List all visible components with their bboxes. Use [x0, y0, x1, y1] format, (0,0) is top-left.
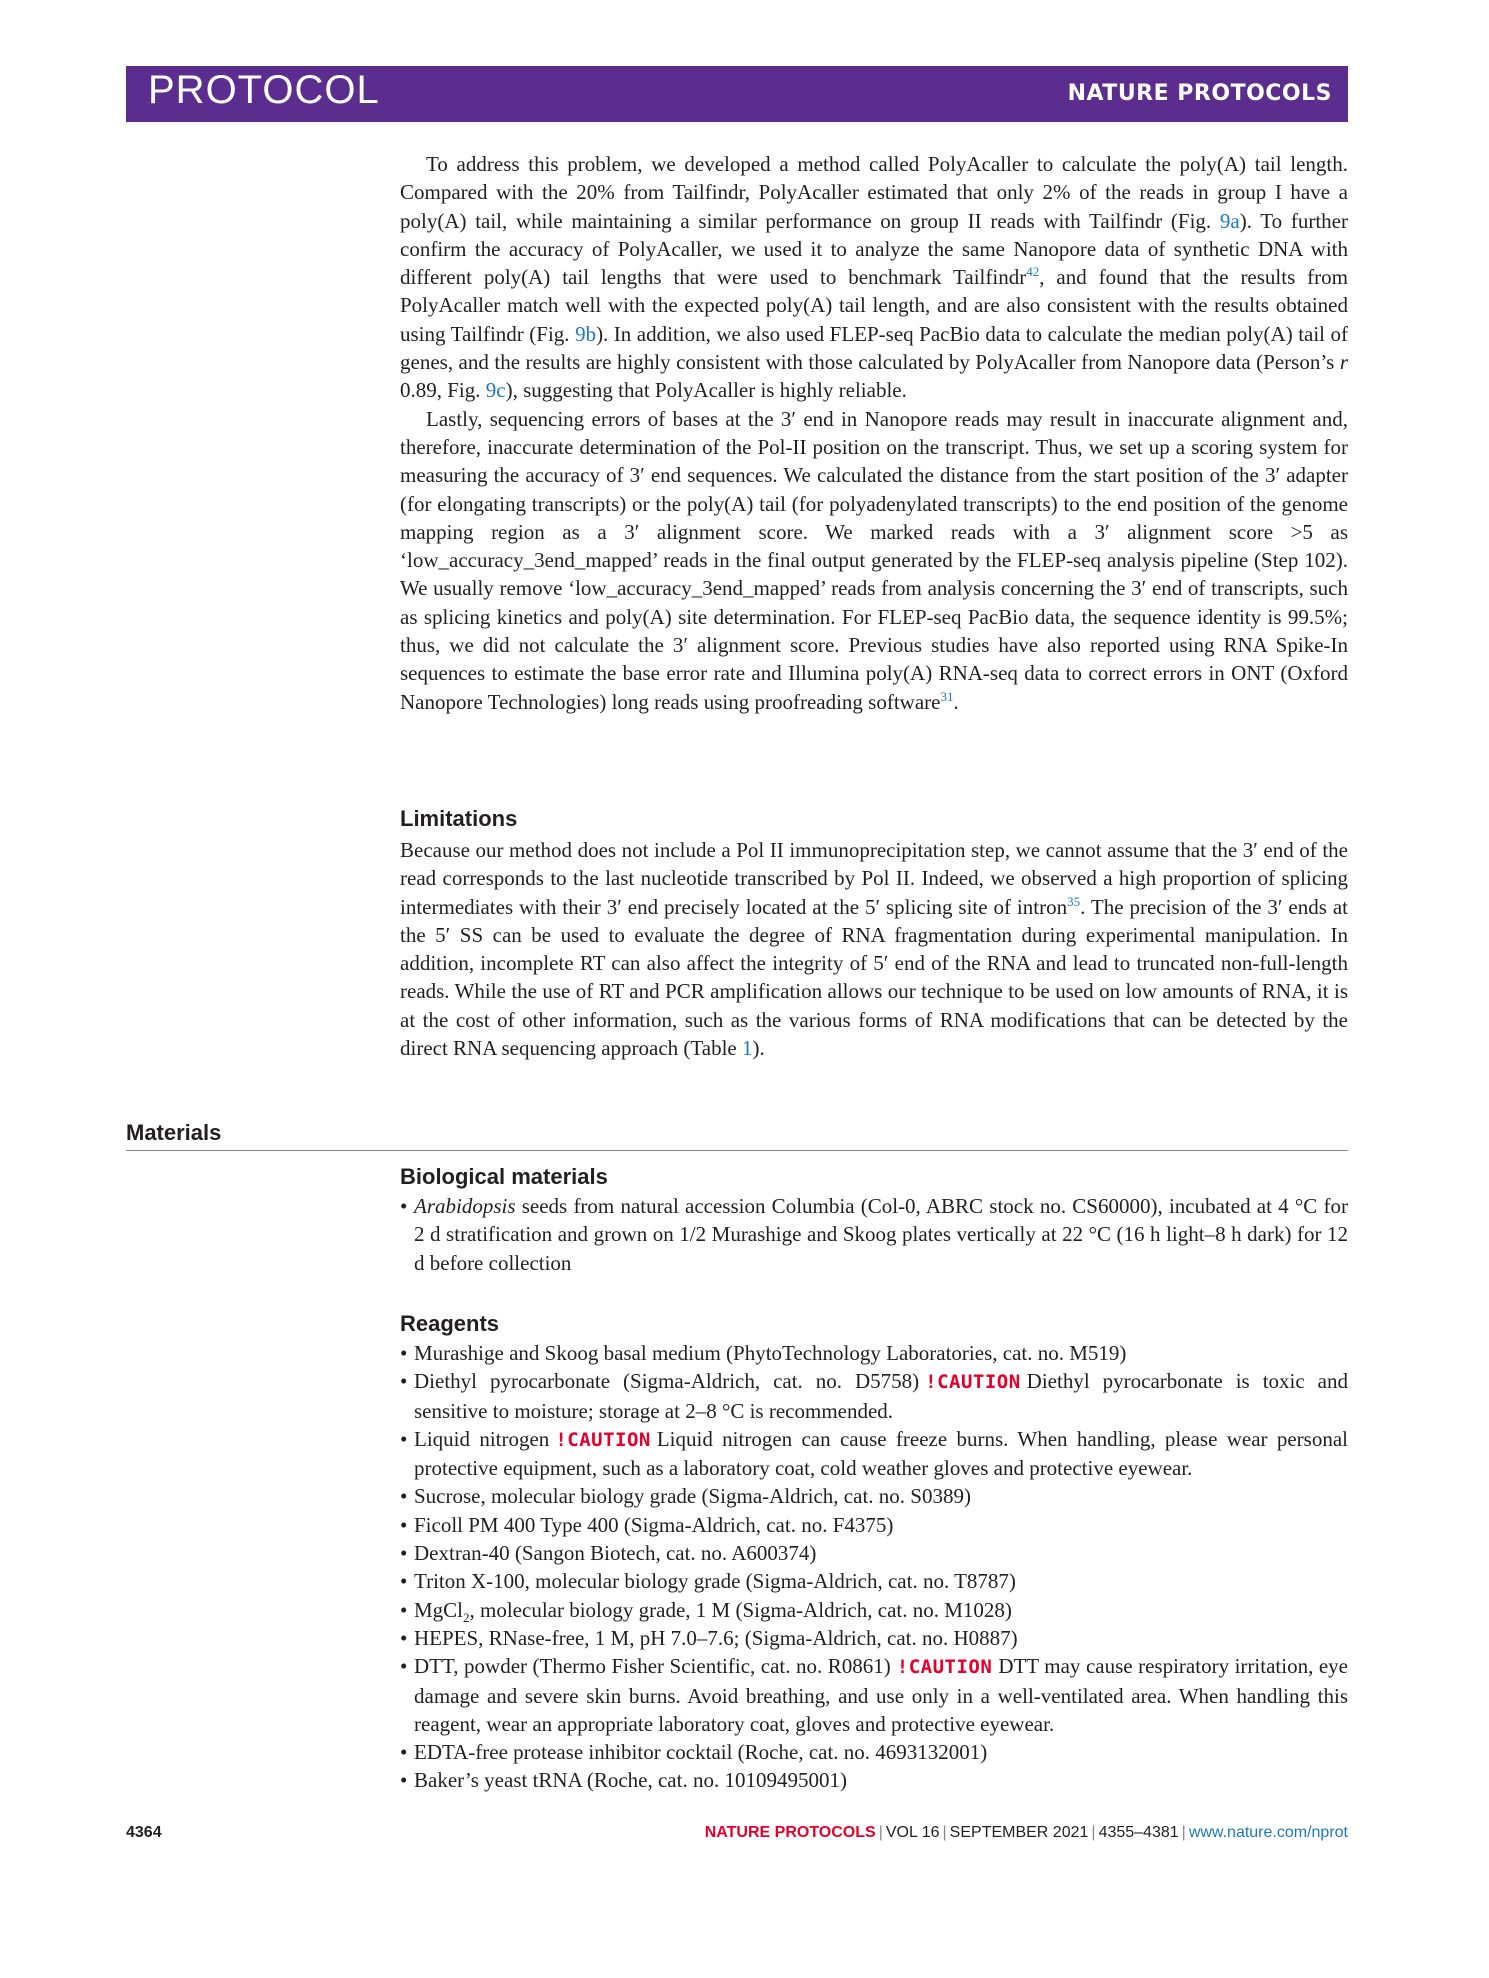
footer-pages: 4355–4381: [1098, 1824, 1179, 1841]
footer-url-link[interactable]: www.nature.com/nprot: [1188, 1824, 1348, 1841]
list-item: • HEPES, RNase-free, 1 M, pH 7.0–7.6; (Sigma-Aldrich, cat. no. H0887): [400, 1624, 1348, 1652]
citation-link-35[interactable]: 35: [1067, 893, 1081, 909]
header-section-label: PROTOCOL: [148, 68, 380, 112]
list-item: • Ficoll PM 400 Type 400 (Sigma-Aldrich, cat. no. F4375): [400, 1511, 1348, 1539]
body-column-top: [400, 150, 1348, 716]
footer-journal: NATURE PROTOCOLS: [704, 1824, 876, 1841]
page-number: 4364: [126, 1824, 162, 1841]
list-item: • Baker’s yeast tRNA (Roche, cat. no. 10109495001): [400, 1766, 1348, 1794]
citation-link-42[interactable]: 42: [1026, 264, 1040, 280]
figure-link-9a[interactable]: 9a: [1219, 208, 1240, 233]
list-item: • Diethyl pyrocarbonate (Sigma-Aldrich, cat. no. D5758) !CAUTION Diethyl pyrocarbonate is toxic and sensitive to moisture; storage at 2–8 °C is recommended.: [400, 1367, 1348, 1425]
caution-label: !CAUTION: [925, 1371, 1021, 1394]
list-item: • Sucrose, molecular biology grade (Sigma-Aldrich, cat. no. S0389): [400, 1482, 1348, 1510]
caution-label: !CAUTION: [896, 1656, 993, 1679]
paragraph-limitations: Because our method does not include a Pol II immunoprecipitation step, we cannot assume that the 3′ end of the read corresponds to the last nucleotide transcribed by Pol II. Indeed, we observed a high proportion of splicing intermediates with their 3′ end precisely located at the 5′ splicing site of intron$^{35}$. The precision of the 3′ ends at the 5′ SS can be used to evaluate the degree of RNA fragmentation during experimental manipulation. In addition, incomplete RT can also affect the integrity of 5′ end of the RNA and lead to truncated non-full-length reads. While the use of RT and PCR amplification allows our technique to be used on low amounts of RNA, it is at the cost of other information, such as the various forms of RNA modifications that can be detected by the direct RNA sequencing approach (Table 1).: [400, 838, 1349, 1061]
limitations-section: [400, 806, 1348, 1062]
reagents-section: [400, 1311, 1348, 1795]
materials-heading: Materials: [126, 1120, 222, 1145]
biological-materials-heading: Biological materials: [400, 1164, 608, 1189]
paragraph-polyacaller: To address this problem, we developed a method called PolyAcaller to calculate the poly(A) tail length. Compared with the 20% from Tailfindr, PolyAcaller estimated that only 2% of the reads in group I have a poly(A) tail, while maintaining a similar performance on group II reads with Tailfindr (Fig. 9a). To further confirm the accuracy of PolyAcaller, we used it to analyze the same Nanopore data of synthetic DNA with different poly(A) tail lengths that were used to benchmark Tailfindr$^{42}$, and found that the results from PolyAcaller match well with the expected poly(A) tail length, and are also consistent with the results obtained using Tailfindr (Fig. 9b). In addition, we also used FLEP-seq PacBio data to calculate the median poly(A) tail of genes, and the results are highly consistent with those calculated by PolyAcaller from Nanopore data (Person’s r 0.89, Fig. 9c), suggesting that PolyAcaller is highly reliable.: [400, 152, 1349, 403]
limitations-heading: Limitations: [400, 806, 518, 831]
footer-date: SEPTEMBER 2021: [949, 1824, 1089, 1841]
citation-link-31[interactable]: 31: [940, 688, 954, 704]
figure-link-9b[interactable]: 9b: [575, 321, 597, 346]
list-item: • Triton X-100, molecular biology grade (Sigma-Aldrich, cat. no. T8787): [400, 1567, 1348, 1595]
reagents-list: [400, 1339, 1348, 1795]
figure-link-9c[interactable]: 9c: [485, 378, 506, 403]
footer-volume: VOL 16: [885, 1824, 940, 1841]
list-item: • MgCl$_2$, molecular biology grade, 1 M (Sigma-Aldrich, cat. no. M1028): [400, 1596, 1348, 1624]
caution-label: !CAUTION: [555, 1428, 651, 1451]
list-item: • Dextran-40 (Sangon Biotech, cat. no. A600374): [400, 1539, 1348, 1567]
list-item: • EDTA-free protease inhibitor cocktail (Roche, cat. no. 4693132001): [400, 1738, 1348, 1766]
list-item: • Murashige and Skoog basal medium (PhytoTechnology Laboratories, cat. no. M519): [400, 1339, 1348, 1367]
list-item: • Arabidopsis seeds from natural accession Columbia (Col-0, ABRC stock no. CS60000), incubated at 4 °C for 2 d stratification and grown on 1/2 Murashige and Skoog plates vertically at 22 °C (16 h light–8 h dark) for 12 d before collection: [400, 1192, 1348, 1277]
biological-materials-section: [400, 1164, 1348, 1277]
list-item: • DTT, powder (Thermo Fisher Scientific, cat. no. R0861) !CAUTION DTT may cause respiratory irritation, eye damage and severe skin burns. Avoid breathing, and use only in a well-ventilated area. When handling this reagent, wear an appropriate laboratory coat, gloves and protective eyewear.: [400, 1652, 1348, 1738]
footer-citation: NATURE PROTOCOLS | VOL 16 | SEPTEMBER 2021 | 4355–4381 | www.nature.com/nprot: [704, 1824, 1348, 1841]
header-bar: [126, 66, 1348, 122]
table-link-1[interactable]: 1: [742, 1036, 753, 1061]
reagents-heading: Reagents: [400, 1311, 500, 1336]
paragraph-alignment-score: Lastly, sequencing errors of bases at the 3′ end in Nanopore reads may result in inaccurate alignment and, therefore, inaccurate determination of the Pol-II position on the transcript. Thus, we set up a scoring system for measuring the accuracy of 3′ end sequences. We calculated the distance from the start position of the 3′ adapter (for elongating transcripts) or the poly(A) tail (for polyadenylated transcripts) to the end position of the genome mapping region as a 3′ alignment score. We marked reads with a 3′ alignment score >5 as ‘low_accuracy_3end_mapped’ reads in the final output generated by the FLEP-seq analysis pipeline (Step 102). We usually remove ‘low_accuracy_3end_mapped’ reads from analysis concerning the 3′ end of transcripts, such as splicing kinetics and poly(A) site determination. For FLEP-seq PacBio data, the sequence identity is 99.5%; thus, we did not calculate the 3′ alignment score. Previous studies have also reported using RNA Spike-In sequences to estimate the base error rate and Illumina poly(A) RNA-seq data to correct errors in ONT (Oxford Nanopore Technologies) long reads using proofreading software$^{31}$.: [400, 406, 1348, 714]
header-journal-name: NATURE PROTOCOLS: [1067, 81, 1332, 106]
biological-materials-list: [400, 1192, 1348, 1277]
list-item: • Liquid nitrogen !CAUTION Liquid nitrogen can cause freeze burns. When handling, please wear personal protective equipment, such as a laboratory coat, cold weather gloves and protective eyewear.: [400, 1425, 1348, 1483]
materials-section-header: [126, 1120, 1348, 1151]
